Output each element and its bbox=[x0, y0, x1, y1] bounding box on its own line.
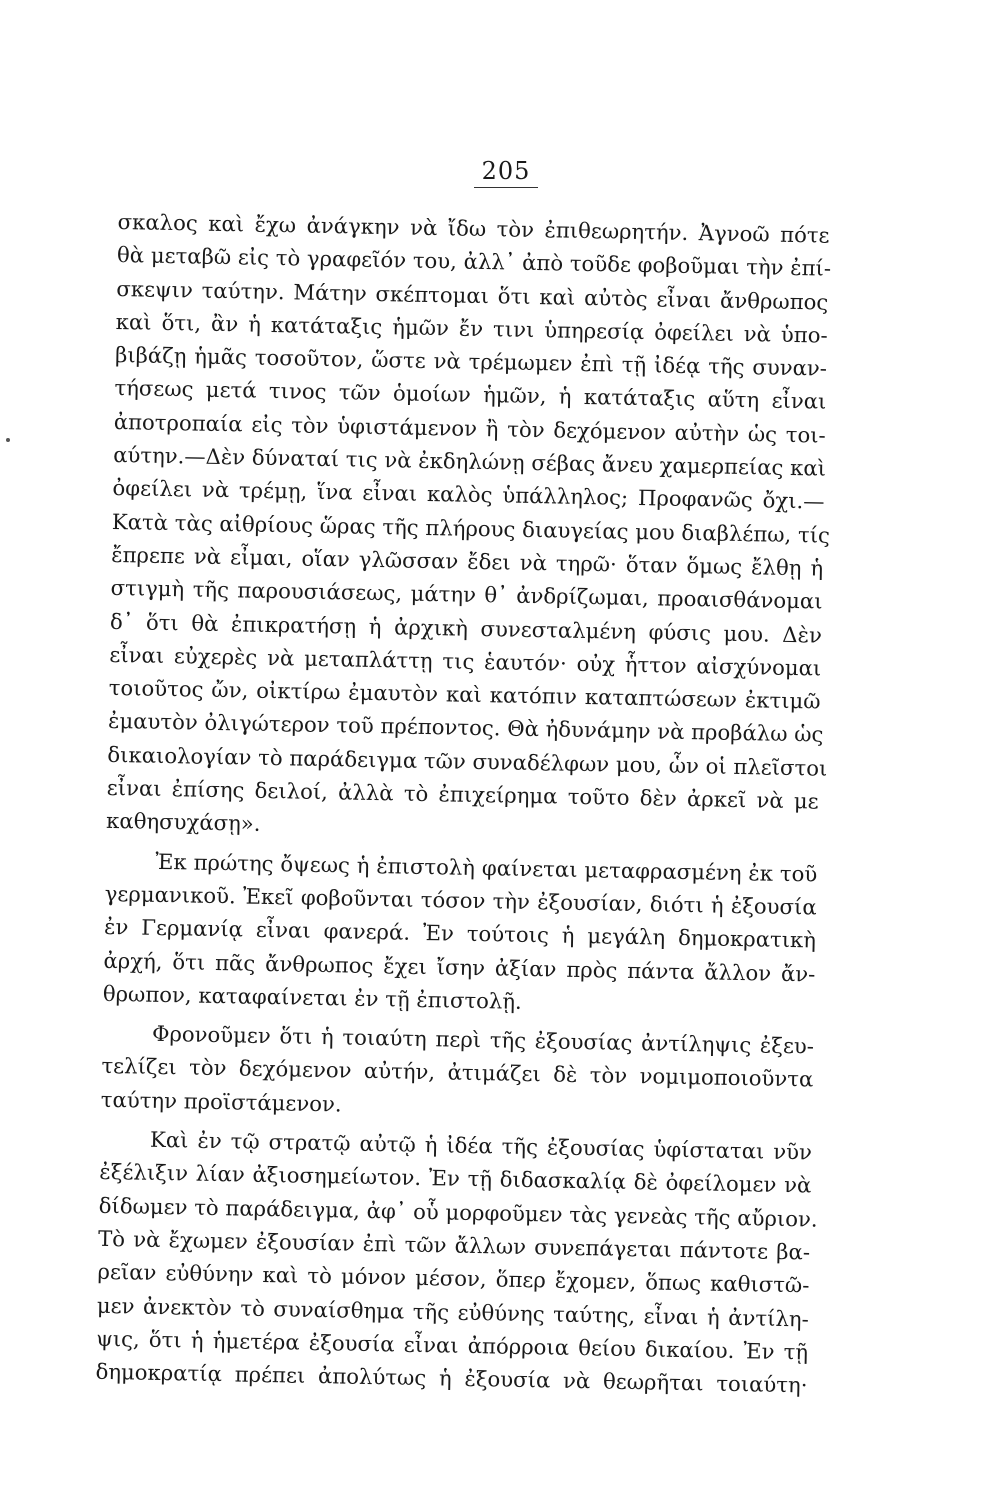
text-line: δίδωμεν τὸ παράδειγμα, ἀφ᾽ οὗ μορφοῦμεν τὰς γενεὰς τῆς αὔριον. bbox=[98, 1192, 818, 1232]
text-line: τελίζει τὸν δεχόμενον αὐτήν, ἀτιμάζει δὲ τὸν νομιμοποιοῦντα bbox=[101, 1053, 814, 1092]
text-line: ρεῖαν εὐθύνην καὶ τὸ μόνον μέσον, ὅπερ ἔχομεν, ὅπως καθιστῶ- bbox=[97, 1259, 810, 1298]
text-line: ἐν Γερμανίᾳ εἶναι φανερά. Ἐν τούτοις ἡ μεγάλη δημοκρατικὴ bbox=[103, 914, 817, 953]
text-line: θρωπον, καταφαίνεται ἐν τῇ ἐπιστολῇ. bbox=[102, 980, 523, 1014]
text-line: ἐμαυτὸν ὀλιγώτερον τοῦ πρέποντος. Θὰ ἠδυνάμην νὰ προβάλω ὡς bbox=[107, 708, 824, 748]
text-line: καθησυχάσῃ». bbox=[105, 808, 261, 837]
text-line: αύτην.—Δὲν δύναταί τις νὰ ἐκδηλώνῃ σέβας ἄνευ χαμερπείας καὶ bbox=[112, 442, 827, 481]
text-line: Κατὰ τὰς αἰθρίους ὥρας τῆς πλήρους διαυγείας μου διαβλέπω, τίς bbox=[111, 508, 831, 548]
page-number-rule bbox=[474, 187, 538, 188]
text-line: τοιοῦτος ὤν, οἰκτίρω ἐμαυτὸν καὶ κατόπιν καταπτώσεων ἐκτιμῶ bbox=[108, 675, 821, 714]
paragraph bbox=[101, 1016, 815, 1130]
text-line: Τὸ νὰ ἔχωμεν ἐξουσίαν ἐπὶ τῶν ἄλλων συνεπάγεται πάντοτε βα- bbox=[97, 1225, 811, 1265]
text-line: ψις, ὅτι ἡ ἡμετέρα ἐξουσία εἶναι ἀπόρροια θείου δικαίου. Ἐν τῇ bbox=[96, 1325, 809, 1365]
margin-speck bbox=[6, 438, 10, 442]
text-line: μεν ἀνεκτὸν τὸ συναίσθημα τῆς εὐθύνης ταύτης, εἶναι ἡ ἀντίλη- bbox=[96, 1292, 809, 1331]
text-line: ὀφείλει νὰ τρέμῃ, ἵνα εἶναι καλὸς ὑπάλληλος; Προφανῶς ὄχι.— bbox=[112, 475, 825, 514]
paragraph bbox=[95, 1122, 818, 1402]
text-line: σκεψιν ταύτην. Μάτην σκέπτομαι ὅτι καὶ αὐτὸς εἶναι ἄνθρωπος bbox=[116, 275, 829, 315]
text-line: δικαιολογίαν τὸ παράδειγμα τῶν συναδέλφων μου, ὧν οἱ πλεῖστοι bbox=[107, 741, 828, 781]
text-line: σκαλος καὶ ἔχω ἀνάγκην νὰ ἴδω τὸν ἐπιθεωρητήν. Ἀγνοῶ πότε bbox=[117, 208, 830, 248]
text-line: ἐξέλιξιν λίαν ἀξιοσημείωτον. Ἐν τῇ διδασκαλίᾳ δὲ ὀφείλομεν νὰ bbox=[99, 1159, 812, 1198]
text-line: ἀποτροπαία εἰς τὸν ὑφιστάμενον ἢ τὸν δεχόμενον αὐτὴν ὡς τοι- bbox=[113, 408, 826, 448]
paragraph bbox=[103, 844, 818, 1024]
paragraph bbox=[106, 205, 830, 851]
text-line: ταύτην προϊστάμενον. bbox=[100, 1086, 342, 1117]
text-line: Φρονοῦμεν ὅτι ἡ τοιαύτη περὶ τῆς ἐξουσίας ἀντίληψις ἐξευ- bbox=[151, 1020, 815, 1059]
text-line: ἔπρεπε νὰ εἶμαι, οἵαν γλῶσσαν ἔδει νὰ τηρῶ· ὅταν ὅμως ἔλθῃ ἡ bbox=[111, 541, 824, 581]
text-line: στιγμὴ τῆς παρουσιάσεως, μάτην θ᾽ ἀνδρίζωμαι, προαισθάνομαι bbox=[110, 575, 823, 614]
text-line: θὰ μεταβῶ εἰς τὸ γραφεῖόν του, ἀλλ᾽ ἀπὸ τοῦδε φοβοῦμαι τὴν ἐπί- bbox=[116, 242, 832, 281]
text-line: βιβάζῃ ἡμᾶς τοσοῦτον, ὥστε νὰ τρέμωμεν ἐπὶ τῇ ἰδέᾳ τῆς συναν- bbox=[114, 342, 828, 381]
text-line: δημοκρατίᾳ πρέπει ἀπολύτως ἡ ἐξουσία νὰ θεωρῆται τοιαύτη· bbox=[95, 1358, 808, 1398]
text-line: ἀρχή, ὅτι πᾶς ἄνθρωπος ἔχει ἴσην ἀξίαν πρὸς πάντα ἄλλον ἄν- bbox=[103, 947, 816, 987]
body-text bbox=[95, 205, 830, 1402]
text-line: τήσεως μετά τινος τῶν ὁμοίων ἡμῶν, ἡ κατάταξις αὕτη εἶναι bbox=[114, 375, 827, 415]
text-line: εἶναι ἐπίσης δειλοί, ἀλλὰ τὸ ἐπιχείρημα τοῦτο δὲν ἀρκεῖ νὰ με bbox=[106, 774, 819, 814]
text-line: εἶναι εὐχερὲς νὰ μεταπλάττῃ τις ἑαυτόν· οὐχ ἧττον αἰσχύνομαι bbox=[109, 641, 822, 681]
page-number: 205 bbox=[481, 157, 531, 185]
text-line: γερμανικοῦ. Ἐκεῖ φοβοῦνται τόσον τὴν ἐξουσίαν, διότι ἡ ἐξουσία bbox=[104, 880, 817, 920]
text-line: Ἐκ πρώτης ὄψεως ἡ ἐπιστολὴ φαίνεται μεταφρασμένη ἐκ τοῦ bbox=[155, 848, 818, 887]
text-line: Καὶ ἐν τῷ στρατῷ αὐτῷ ἡ ἰδέα τῆς ἐξουσίας ὑφίσταται νῦν bbox=[149, 1126, 813, 1165]
text-line: δ᾽ ὅτι θὰ ἐπικρατήσῃ ἡ ἀρχικὴ συνεσταλμένη φύσις μου. Δὲν bbox=[109, 608, 823, 648]
text-line: καὶ ὅτι, ἂν ἡ κατάταξις ἡμῶν ἔν τινι ὑπηρεσίᾳ ὀφείλει νὰ ὑπο- bbox=[115, 308, 828, 348]
